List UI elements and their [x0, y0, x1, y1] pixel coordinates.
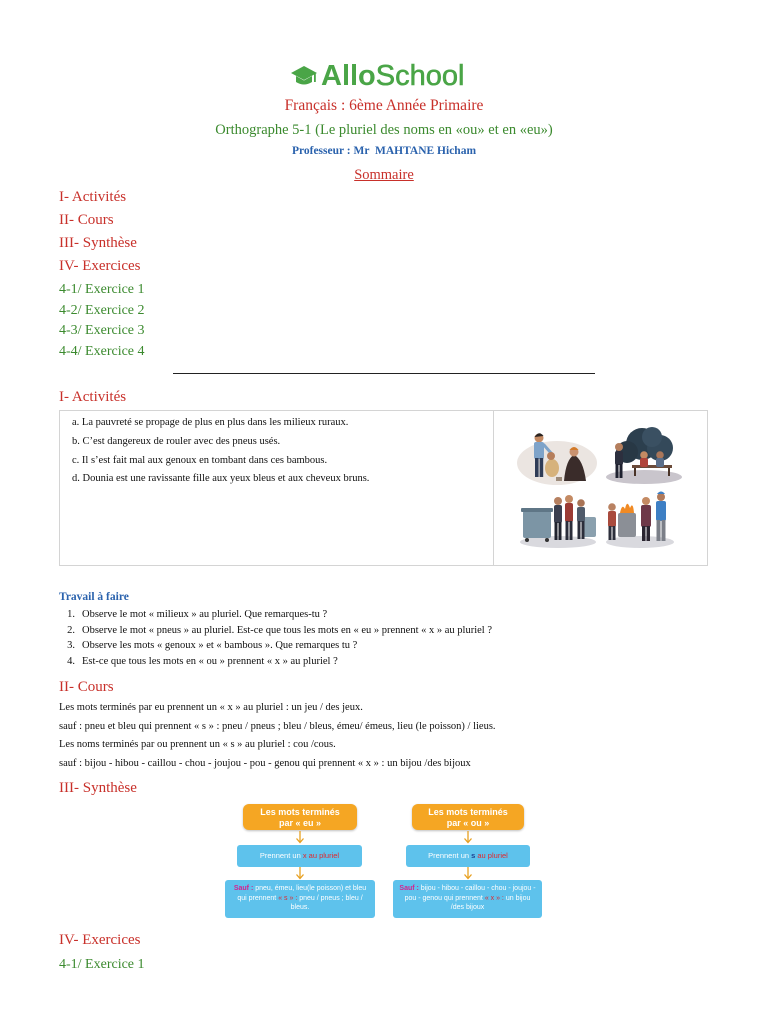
- subject-title: Français : 6ème Année Primaire: [284, 97, 484, 114]
- logo-text-school: School: [375, 59, 465, 92]
- exception-label: Sauf :: [399, 885, 419, 892]
- toc-synthese[interactable]: III- Synthèse: [59, 235, 137, 251]
- activity-sentence-a: a. La pauvreté se propage de plus en plus dans les milieux ruraux.: [72, 417, 349, 428]
- exercises-heading: IV- Exercices: [59, 932, 141, 948]
- toc-exercice-4[interactable]: 4-4/ Exercice 4: [59, 344, 145, 359]
- activities-table: [59, 410, 708, 566]
- arrow-down-icon: [295, 831, 305, 844]
- section-divider: [173, 373, 595, 374]
- question-text: Est-ce que tous les mots en « ou » prennent « x » au pluriel ?: [82, 656, 338, 667]
- synthesis-ou-header-line2: par « ou »: [446, 817, 490, 828]
- activities-sentences-cell: [60, 411, 494, 565]
- synthesis-heading: III- Synthèse: [59, 780, 137, 796]
- alloschool-logo: [290, 60, 464, 92]
- activities-heading: I- Activités: [59, 389, 127, 405]
- rule-suffix: au pluriel: [306, 851, 340, 860]
- question-text: Observe le mot « milieux » au pluriel. Que remarques-tu ?: [82, 609, 328, 620]
- exception-marker: « x » :: [484, 894, 504, 902]
- synthesis-eu-header: [243, 804, 357, 830]
- toc-exercices[interactable]: IV- Exercices: [59, 258, 141, 274]
- exception-examples: un bijou /des bijoux: [450, 894, 531, 911]
- rule-letter: s: [471, 851, 476, 860]
- question-text: Observe les mots « genoux » et « bambous ». Que remarques tu ?: [82, 640, 358, 651]
- rule-prefix: Prennent un: [428, 851, 472, 860]
- illustrations-panel: [494, 411, 707, 565]
- course-heading: II- Cours: [59, 679, 114, 695]
- activity-sentence-d: d. Dounia est une ravissante fille aux yeux bleus et aux cheveux bruns.: [72, 473, 370, 484]
- illustration-trash-fire-scene: [606, 492, 674, 549]
- synthesis-ou-exception: [393, 880, 542, 918]
- lesson-title: Orthographe 5-1 (Le pluriel des noms en «ou» et en «eu»): [215, 122, 553, 138]
- synthesis-eu-header-line2: par « eu »: [278, 817, 322, 828]
- question-number: 3.: [67, 640, 75, 651]
- exception-examples: pneu / pneus ; bleu / bleus.: [290, 894, 363, 911]
- synthesis-ou-header: [412, 804, 524, 830]
- toc-activities[interactable]: I- Activités: [59, 189, 127, 205]
- synthesis-eu-rule: [237, 845, 362, 867]
- toc-exercice-2[interactable]: 4-2/ Exercice 2: [59, 303, 145, 318]
- activity-sentence-c: c. Il s’est fait mal aux genoux en tombant dans ces bambous.: [72, 455, 328, 466]
- arrow-down-icon: [463, 867, 473, 880]
- illustration-helping-scene: [517, 433, 597, 485]
- toc-exercice-3[interactable]: 4-3/ Exercice 3: [59, 323, 145, 338]
- arrow-down-icon: [295, 867, 305, 880]
- question-number: 4.: [67, 656, 75, 667]
- activity-sentence-b: b. C’est dangereux de rouler avec des pneus usés.: [72, 436, 281, 447]
- exception-words: pneu, émeu, lieu(le poisson) et bleu qui prennent: [237, 885, 367, 902]
- rule-suffix: au pluriel: [475, 851, 508, 860]
- teacher-name: Professeur : Mr MAHTANE Hicham: [291, 145, 477, 157]
- exercise-1-heading: 4-1/ Exercice 1: [59, 957, 145, 972]
- synthesis-eu-header-line1: Les mots terminés: [260, 807, 340, 817]
- rule-prefix: Prennent un: [259, 851, 303, 860]
- task-heading: Travail à faire: [59, 591, 129, 603]
- exception-words: bijou - hibou - caillou - chou - joujou - pou - genou qui prennent: [404, 885, 536, 902]
- rule-letter: x: [302, 851, 307, 860]
- question-text: Observe le mot « pneus » au pluriel. Est-ce que tous les mots en « eu » prennent « x » au pluriel ?: [82, 625, 492, 636]
- synthesis-ou-header-line1: Les mots terminés: [428, 807, 508, 817]
- graduation-cap-icon: [290, 64, 318, 88]
- logo-text-allo: Allo: [321, 59, 376, 92]
- exception-marker: « s » :: [278, 894, 298, 902]
- course-rule-eu: Les mots terminés par eu prennent un « x » au pluriel : un jeu / des jeux.: [59, 702, 363, 713]
- arrow-down-icon: [463, 831, 473, 844]
- exception-label: Sauf :: [233, 885, 254, 892]
- summary-heading: [0, 165, 768, 185]
- course-exception-eu: sauf : pneu et bleu qui prennent « s » : pneu / pneus ; bleu / bleus, émeu/ émeus, lieu (le poisson) / lieus.: [59, 721, 496, 732]
- synthesis-ou-rule: [406, 845, 530, 867]
- question-number: 1.: [67, 609, 75, 620]
- activities-illustrations-cell: [494, 411, 707, 565]
- illustration-dumpster-scene: [520, 495, 596, 548]
- illustration-night-bench-scene: [606, 427, 682, 484]
- toc-cours[interactable]: II- Cours: [59, 212, 114, 228]
- synthesis-eu-exception: [225, 880, 375, 918]
- course-exception-ou: sauf : bijou - hibou - caillou - chou - joujou - pou - genou qui prennent « x » : un bijou /des bijoux: [59, 758, 471, 769]
- course-rule-ou: Les noms terminés par ou prennent un « s » au pluriel : cou /cous.: [59, 739, 336, 750]
- question-number: 2.: [67, 625, 75, 636]
- toc-exercice-1[interactable]: 4-1/ Exercice 1: [59, 282, 145, 297]
- summary-heading-text: Sommaire: [354, 167, 414, 183]
